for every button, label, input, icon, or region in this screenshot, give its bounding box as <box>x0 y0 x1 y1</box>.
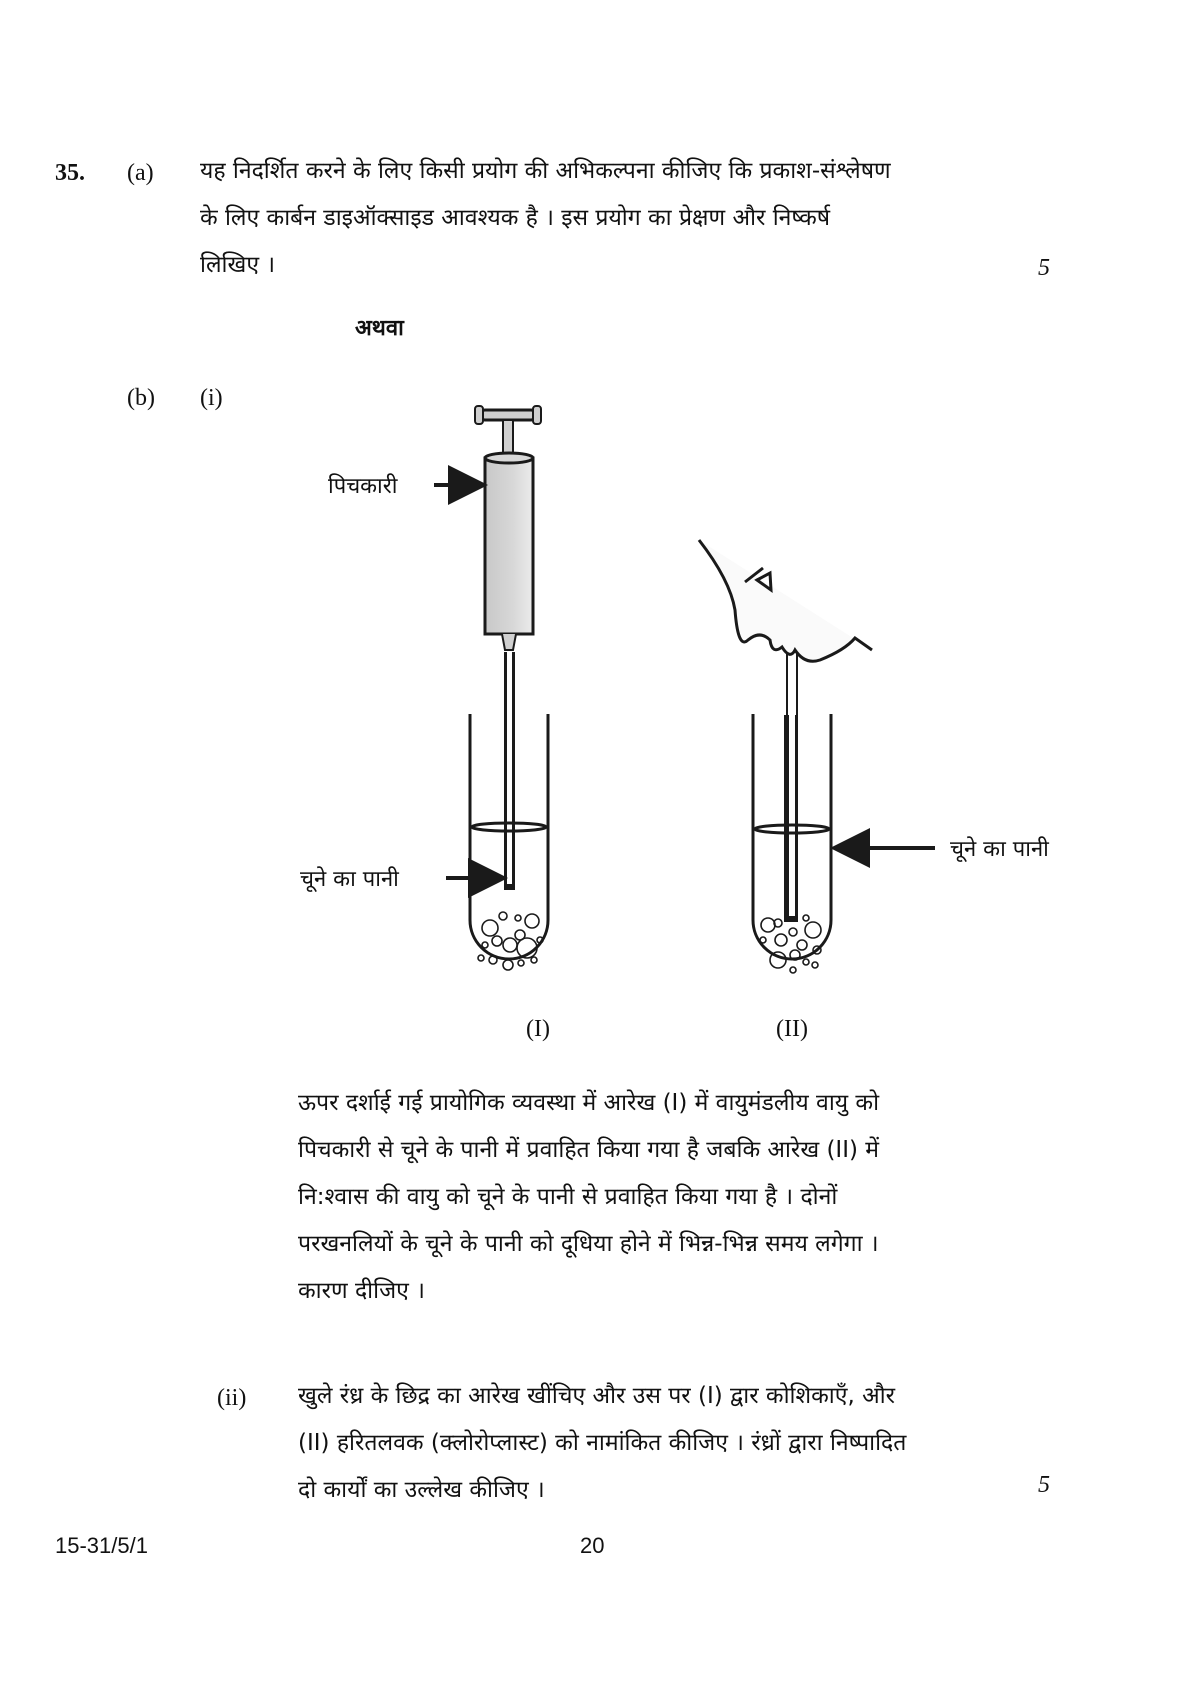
sub-ii-label: (ii) <box>217 1385 247 1411</box>
sub-i-line: नि:श्वास की वायु को चूने के पानी से प्रवाहित किया गया है । दोनों <box>298 1184 838 1210</box>
test-tube-1-icon <box>470 714 548 970</box>
figure-caption-1: (I) <box>526 1016 550 1042</box>
sub-i-line: ऊपर दर्शाई गई प्रायोगिक व्यवस्था में आरेख (I) में वायुमंडलीय वायु को <box>298 1090 880 1116</box>
paper-code: 15-31/5/1 <box>55 1533 148 1558</box>
sub-ii-marks: 5 <box>1038 1472 1050 1498</box>
sub-i-text <box>298 1080 1003 1315</box>
sub-i-line: पिचकारी से चूने के पानी में प्रवाहित किया गया है जबकि आरेख (II) में <box>298 1137 880 1163</box>
part-a-line: लिखिए । <box>200 252 276 278</box>
or-label: अथवा <box>355 316 404 341</box>
sub-i-line: परखनलियों के चूने के पानी को दूधिया होने में भिन्न-भिन्न समय लगेगा । <box>298 1231 879 1257</box>
sub-ii-line: दो कार्यों का उल्लेख कीजिए । <box>298 1477 545 1503</box>
sub-ii-line: खुले रंध्र के छिद्र का आरेख खींचिए और उस पर (I) द्वार कोशिकाएँ, और <box>298 1383 896 1409</box>
sub-i-label: (i) <box>200 385 223 411</box>
sub-i-line: कारण दीजिए । <box>298 1278 425 1304</box>
question-number: 35. <box>55 160 85 186</box>
part-b-label: (b) <box>127 385 155 411</box>
face-exhaling-icon <box>699 540 872 720</box>
limewater-label-left: चूने का पानी <box>300 867 399 892</box>
limewater-label-right: चूने का पानी <box>950 837 1049 862</box>
part-a-line: यह निदर्शित करने के लिए किसी प्रयोग की अभिकल्पना कीजिए कि प्रकाश-संश्लेषण <box>200 158 891 184</box>
syringe-label: पिचकारी <box>328 474 398 499</box>
part-a-label: (a) <box>127 160 154 186</box>
figure-caption-2: (II) <box>776 1016 808 1042</box>
sub-ii-text <box>298 1373 1003 1514</box>
syringe-icon <box>475 406 541 890</box>
part-a-marks: 5 <box>1038 255 1050 281</box>
sub-ii-line: (II) हरितलवक (क्लोरोप्लास्ट) को नामांकित कीजिए । रंध्रों द्वारा निष्पादित <box>298 1430 907 1456</box>
page-number: 20 <box>580 1533 605 1558</box>
test-tube-2-icon <box>753 714 831 973</box>
part-a-line: के लिए कार्बन डाइऑक्साइड आवश्यक है । इस प्रयोग का प्रेक्षण और निष्कर्ष <box>200 205 831 231</box>
